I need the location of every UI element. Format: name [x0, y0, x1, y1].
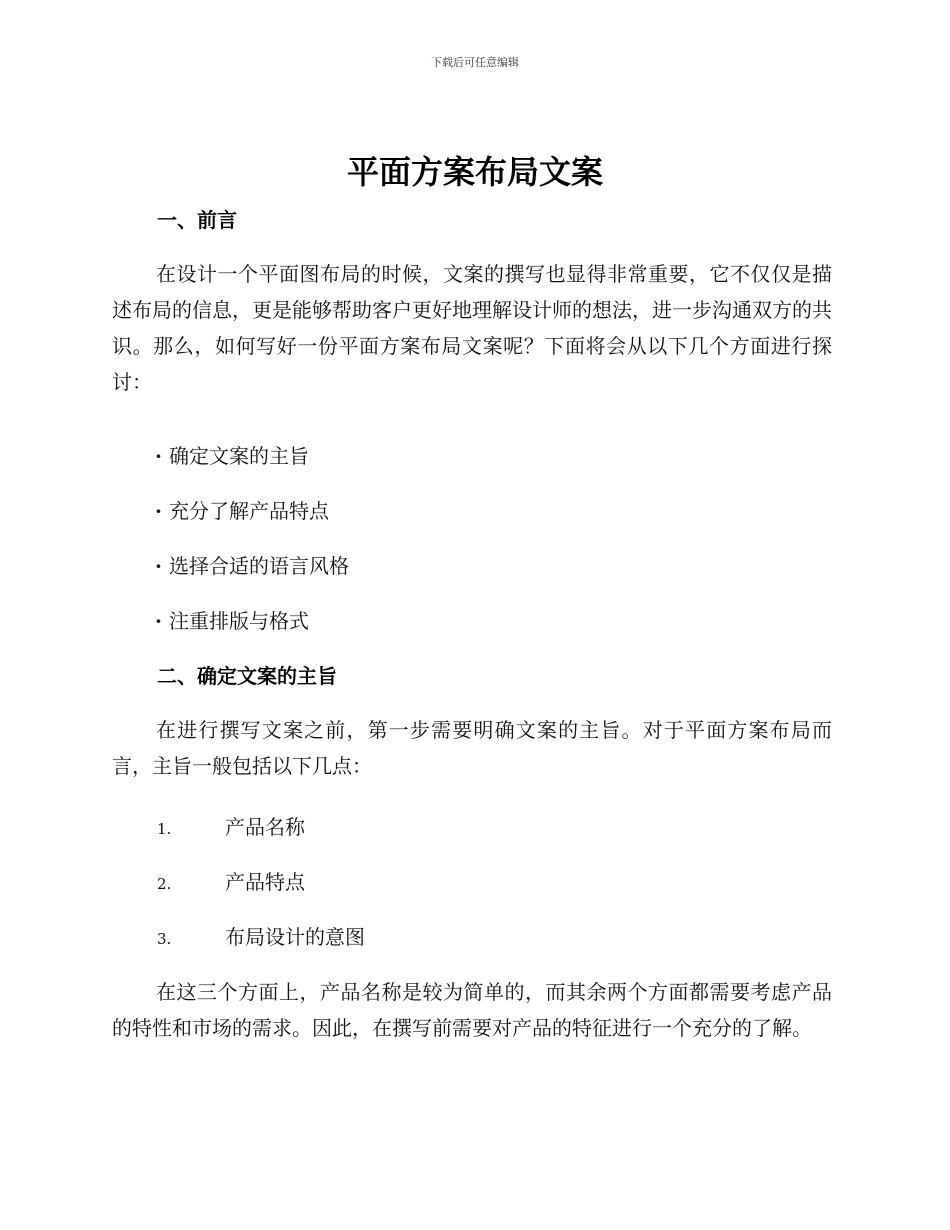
bullet-text: 充分了解产品特点: [169, 499, 329, 523]
bullet-text: 选择合适的语言风格: [169, 554, 349, 578]
numbered-item: [157, 922, 365, 954]
item-text: 布局设计的意图: [225, 925, 365, 949]
bullet-dot: ·: [155, 554, 162, 578]
item-number: 3.: [157, 930, 172, 948]
bullet-dot: ·: [155, 499, 162, 523]
bullet-text: 注重排版与格式: [169, 609, 309, 633]
bullet-item: [155, 551, 349, 581]
theme-paragraph-2: 在这三个方面上，产品名称是较为简单的，而其余两个方面都需要考虑产品的特性和市场的需求。因此，在撰写前需要对产品的特征进行一个充分的了解。: [112, 980, 832, 1040]
bullet-text: 确定文案的主旨: [169, 444, 309, 468]
header-note: 下载后可任意编辑: [431, 56, 519, 69]
section-heading-preface: 一、前言: [157, 208, 237, 232]
numbered-item: [157, 867, 305, 899]
section-heading-theme: 二、确定文案的主旨: [157, 664, 337, 688]
item-number: 1.: [157, 820, 172, 838]
item-text: 产品名称: [225, 815, 305, 839]
bullet-dot: ·: [155, 444, 162, 468]
preface-paragraph: 在设计一个平面图布局的时候，文案的撰写也显得非常重要，它不仅仅是描述布局的信息，更是能够帮助客户更好地理解设计师的想法，进一步沟通双方的共识。那么，如何写好一份平面方案布局文案呢？下面将会从以下几个方面进行探讨：: [112, 262, 832, 394]
bullet-dot: ·: [155, 609, 162, 633]
item-number: 2.: [157, 875, 172, 893]
item-text: 产品特点: [225, 870, 305, 894]
bullet-item: [155, 606, 309, 636]
document-title: 平面方案布局文案: [346, 153, 603, 191]
theme-paragraph-1: 在进行撰写文案之前，第一步需要明确文案的主旨。对于平面方案布局而言，主旨一般包括以下几点：: [112, 718, 832, 778]
bullet-item: [155, 496, 329, 526]
bullet-item: [155, 441, 309, 471]
numbered-item: [157, 812, 305, 844]
